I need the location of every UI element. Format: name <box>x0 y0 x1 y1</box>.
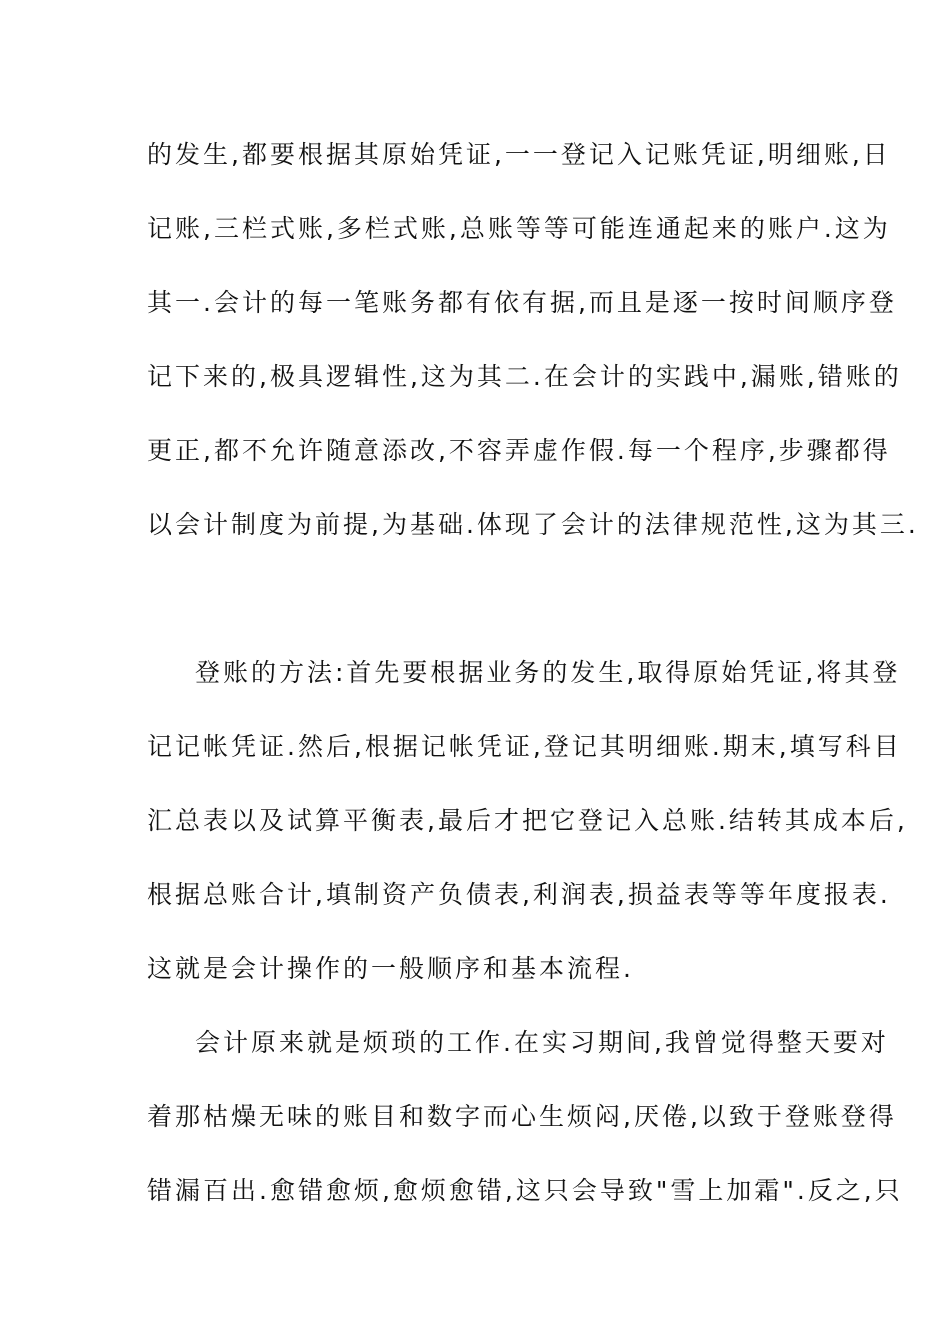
paragraph-line: 记记帐凭证.然后,根据记帐凭证,登记其明细账.期末,填写科目 <box>147 732 902 761</box>
paragraph-line: 错漏百出.愈错愈烦,愈烦愈错,这只会导致"雪上加霜".反之,只 <box>147 1176 903 1205</box>
paragraph-line: 记下来的,极具逻辑性,这为其二.在会计的实践中,漏账,错账的 <box>147 362 902 391</box>
paragraph-line: 汇总表以及试算平衡表,最后才把它登记入总账.结转其成本后, <box>147 806 908 835</box>
paragraph-line: 其一.会计的每一笔账务都有依有据,而且是逐一按时间顺序登 <box>147 288 897 317</box>
paragraph-line: 登账的方法:首先要根据业务的发生,取得原始凭证,将其登 <box>195 658 901 687</box>
paragraph-line: 会计原来就是烦琐的工作.在实习期间,我曾觉得整天要对 <box>195 1028 889 1057</box>
paragraph-line: 以会计制度为前提,为基础.体现了会计的法律规范性,这为其三. <box>147 510 919 539</box>
paragraph-line: 记账,三栏式账,多栏式账,总账等等可能连通起来的账户.这为 <box>147 214 891 243</box>
paragraph-line: 更正,都不允许随意添改,不容弄虚作假.每一个程序,步骤都得 <box>147 436 891 465</box>
paragraph-line: 根据总账合计,填制资产负债表,利润表,损益表等等年度报表. <box>147 880 891 909</box>
paragraph-line: 着那枯燥无味的账目和数字而心生烦闷,厌倦,以致于登账登得 <box>147 1102 897 1131</box>
paragraph-line: 的发生,都要根据其原始凭证,一一登记入记账凭证,明细账,日 <box>147 140 891 169</box>
paragraph-line: 这就是会计操作的一般顺序和基本流程. <box>147 954 634 983</box>
